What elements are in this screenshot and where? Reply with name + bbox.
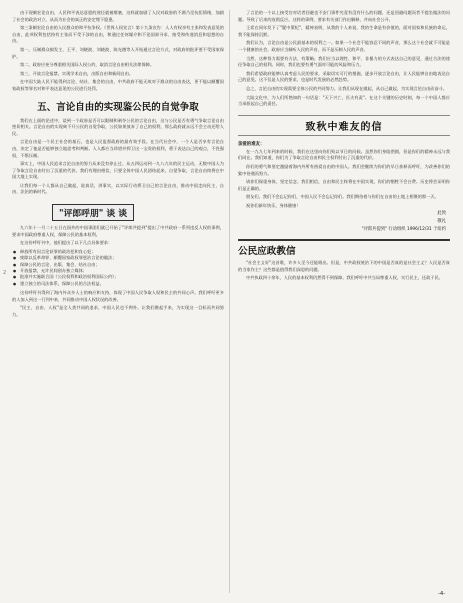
letter-salutation: 亲爱的难友： — [238, 141, 265, 147]
paragraph: 中共执政四十余年，人民的基本权利仍然得不到保障。我们呼吁中共当局尊重人权，实行民主，还政于民。 — [246, 275, 443, 281]
paragraph: 这份呼吁书得到了海内外众多人士的响应和支持，体现了中国人民争取人权和民主的共同心声。我们呼吁更多的人加入到这一行列中来，共同推动中国人权状况的改善。 — [12, 290, 224, 302]
paragraph: 第三条制宏论自由的人民群众的和平抗争权。《世界人权宣言》第十九条宣告：人人有权享有主张和发表意见的自由，此项权利包括持有主张而不受干涉的自由，和通过任何媒介和不论国界寻求、接受和传递消息和思想的自由。 — [12, 25, 224, 44]
margin-mark: 2 — [3, 270, 7, 276]
list-item: ● 建立独立的司法体系，保障公民的合法权益。 — [12, 281, 224, 287]
paragraph: 第三，开放言论报禁，实现学术自由，出版自由和新闻自由。 — [20, 70, 134, 76]
paragraph: 大陆文化中，为人们所熟知的一句话是："天下兴亡，匹夫有责"。在这个关键的历史时刻，每一个中国人都应当承担起自己的责任。 — [238, 94, 450, 107]
paragraph: 请你们保重身体，坚定信念。我们相信，自由和民主终将在中国实现，你们的牺牲不会白费。历史将会证明你们是正确的。 — [238, 179, 450, 191]
paragraph: 让我们每一个人都从自己做起，说真话，讲事实，以实际行动捍卫自己的言论自由，推动中国走向民主、自由、法治的新时代。 — [12, 182, 224, 195]
column-divider — [229, 10, 230, 593]
letter-signature: "评郎共提到" 行动组织 1996/12/31 于纽约 — [361, 226, 446, 232]
paragraph: 了言论的一个以上接受官对话者回避也不安门事件究竟有没有什么的问题，还是回避问题而者不提坐做法的问题。导致了后来的连锁反应。这样的事例，要求有关部门作出解释，并向社会公开。 — [238, 10, 450, 22]
right-column — [238, 10, 450, 284]
paragraph: 言论自由是一个民主社会的基石，也是人民监督政府的最有效手段。在当代社会中，一个人是否享有言论自由，决定了他是否能够独立地思考和判断。人人都应当珍惜并捍卫这一宝贵的权利，勇于表达自己的观点，不畏强权，不惧压制。 — [12, 139, 224, 158]
letter-closing: 此致 — [437, 211, 446, 217]
paragraph: "社会主义好"这首歌，许多人至今还能唱出。但是，中共政权统治下的中国是否真的是社会主义？人民是否真的当家作主？这些都是值得我们深思的问题。 — [238, 260, 450, 272]
paragraph: 我们认为，言论自由是公民最基本的权利之一。如果一个社会不能容忍不同的声音，那么这个社会就不可能是一个健康的社会。政府应当倾听人民的声音，而不是压制人民的声音。 — [238, 40, 450, 52]
paragraph: "民主、自由、人权"是全人类共同的追求，中国人民也不例外。让我们携起手来，为实现这一目标而共同努力。 — [12, 305, 224, 318]
paragraph: 当然，这种努力需要有方法、有策略。我们应当以理性、和平、非暴力的方式表达自己的意见，通过合法的途径争取自己的权利。同时，我们也要有勇气面对可能的风险和压力。 — [238, 55, 450, 68]
page-number: -4- — [438, 591, 445, 597]
paragraph: 第一，压制群众揭发主，王平、刘晓波、刘晓波、陈光德等人开始通过言论方式，对政府的批评要不受国家保护。 — [12, 46, 224, 59]
list-item: ● 批准并实施联合国《公民权利和政治权利国际公约》； — [12, 274, 224, 280]
list-item: ● 开放报禁，允许民间创办独立媒体； — [12, 268, 224, 274]
boxed-article-title: "评郎呼朋" 谈 谈 — [52, 204, 134, 221]
list-item: ● 废除以反革命罪、颠覆国家政权罪惩治言论的做法； — [12, 255, 224, 261]
paragraph: 王希在同年发下了"疑中策纪"，精神表明，从我的个人来说，我的生命是有价值的，面对国家和民族的命运，我不能保持沉默。 — [238, 25, 450, 37]
paragraph: 祝你们新年快乐，身体健康！ — [246, 202, 301, 208]
paragraph: 在中国大陆人民不能得到言论、结社、集会的自由，中共政府不能无故对于群众的自由表达，更不能以颠覆国家政权等罪名对和平表达意见的公民进行处罚。 — [12, 79, 224, 91]
paragraph: 第二，政府应充分尊重相关国际人权公约，取消言论自由相关法律保障。 — [20, 62, 155, 68]
paragraph: 九六年十一月二十五日在国外的中国事团们就已开始了"评郎共提到"提出了中共政府一系列违反人权的事例，要求中国政府尊重人权，保障公民的基本权利。 — [12, 225, 224, 237]
demand-list — [12, 249, 224, 287]
article-title: 公民应政教信 — [238, 239, 450, 257]
section-heading: 五、言论自由的实现鉴公民的自觉争取 — [37, 101, 199, 113]
list-item: ● 释放所有因言论获罪的政治犯和良心犯； — [12, 249, 224, 255]
paragraph: 事实上，中国人民追求言论自由的努力从来没有停止过。从五四运动到一九八九年的民主运动，无数中国人为了争取言论自由付出了沉重的代价。我们有理由相信，只要全体中国人民团结起来，自觉争取，言论自由终将在中国大地上实现。 — [12, 161, 224, 180]
paragraph: 在这份呼吁书中，他们提出了以下几点具体要求： — [20, 240, 113, 246]
paragraph: 在一九九七年到来的时候，我们在这里向你们致以节日的问候。虽然你们身陷囹圄，但是你们的精神永远与我们同在。我们知道，你们为了争取言论自由和民主权利付出了沉重的代价。 — [238, 148, 450, 161]
paragraph: 由于现制宏论自由，人民和平表达意愿的途径就被堵塞，这样就加剧了人民对政府的不满乃至抗拒情绪，加剧了社会的政治对立，从而为社会的真正的安定埋下隐患。 — [12, 10, 224, 22]
paragraph: 总之，言论自由的实现需要全体公民的共同努力。让我们从现在做起，从自己做起，为实现言论自由而奋斗。 — [246, 85, 448, 91]
paragraph: 我们希望政府能够认真考虑人民的要求，采取切实可行的措施，逐步开放言论自由，让人民能够自由地表达自己的意见。这不仅是人民的要求，也是时代发展的必然趋势。 — [238, 70, 450, 83]
letter-title: 致秋中难友的信 — [238, 115, 450, 136]
letter-closing: 敬礼 — [437, 219, 446, 225]
paragraph: 我们在上面的论述中，谈到一个政府是否可以限制和剥夺公民的言论自由，这与公民是否有勇气争取言论自由密切相关。言论自由的实现离不开公民的自觉争取，公民如果放弃了自己的权利，那么政府就永远不会主动还给人民。 — [12, 117, 224, 136]
list-item: ● 保障公民的言论、出版、集会、结社自由； — [12, 262, 224, 268]
left-column — [12, 10, 224, 321]
paragraph: 朋友们，我们不会忘记你们，中国人民不会忘记你们。我们期待着与你们在自由的土地上相聚的那一天。 — [246, 194, 439, 200]
paragraph: 你们的勇气和坚定激励着海内外所有热爱自由的中国人。我们会继续为你们的早日获释而呼吁，为改善你们的狱中待遇而努力。 — [238, 163, 450, 176]
